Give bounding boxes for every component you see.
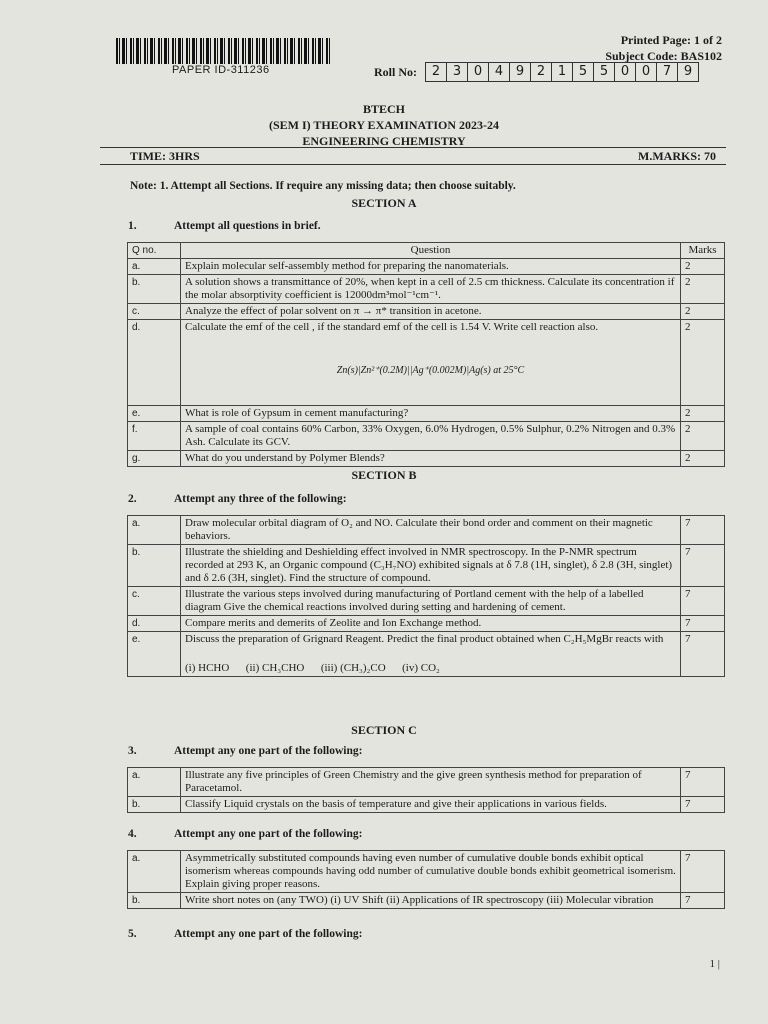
question-label: d. (128, 320, 181, 406)
question-label: g. (128, 451, 181, 467)
question-marks: 7 (681, 797, 725, 813)
table-row (128, 797, 725, 813)
question-label: c. (128, 304, 181, 320)
section-c-q3-table (127, 767, 725, 813)
roll-digit: 2 (426, 63, 447, 81)
question-label: d. (128, 616, 181, 632)
question-marks: 7 (681, 851, 725, 893)
question-text: What do you understand by Polymer Blends? (181, 451, 681, 467)
question-text: A sample of coal contains 60% Carbon, 33% Oxygen, 6.0% Hydrogen, 0.5% Sulphur, 0.2% Nitrogen and 0.3% Ash. Calculate its GCV. (181, 422, 681, 451)
question-number: 1. (128, 220, 137, 232)
table-row (128, 768, 725, 797)
question-marks: 2 (681, 406, 725, 422)
divider (100, 147, 726, 148)
question-label: a. (128, 259, 181, 275)
question-label: b. (128, 893, 181, 909)
roll-digit: 7 (657, 63, 678, 81)
max-marks: M.MARKS: 70 (638, 149, 716, 163)
question-instruction: Attempt any three of the following: (174, 493, 347, 505)
table-row (128, 632, 725, 677)
roll-digit: 0 (468, 63, 489, 81)
question-text: Discuss the preparation of Grignard Reagent. Predict the final product obtained when C₂H₅MgBr reacts with (185, 633, 664, 645)
roll-digit: 4 (489, 63, 510, 81)
question-label: b. (128, 275, 181, 304)
question-label: a. (128, 851, 181, 893)
question-label: e. (128, 406, 181, 422)
section-b-table (127, 515, 725, 677)
cell-formula: Zn(s)|Zn²⁺(0.2M)||Ag⁺(0.002M)|Ag(s) at 25°C (336, 365, 525, 376)
question-cell (181, 632, 681, 677)
roll-digit: 0 (615, 63, 636, 81)
table-row (128, 259, 725, 275)
question-marks: 2 (681, 259, 725, 275)
question-number: 5. (128, 928, 137, 940)
question-text: Asymmetrically substituted compounds having even number of cumulative double bonds exhibit optical isomerism whereas compounds having odd number of cumulative double bonds exhibit geometrical isomerism. Explain giving proper reasons. (181, 851, 681, 893)
table-row (128, 304, 725, 320)
question-label: a. (128, 516, 181, 545)
question-marks: 2 (681, 275, 725, 304)
header-question: Question (181, 243, 681, 259)
exam-title: (SEM I) THEORY EXAMINATION 2023-24 (268, 118, 500, 132)
question-marks: 7 (681, 516, 725, 545)
section-b-title: SECTION B (351, 468, 417, 482)
question-marks: 2 (681, 320, 725, 406)
question-label: f. (128, 422, 181, 451)
header-qno: Q no. (128, 243, 181, 259)
page-number: 1 | (709, 958, 720, 970)
question-marks: 2 (681, 422, 725, 451)
question-text: A solution shows a transmittance of 20%, when kept in a cell of 2.5 cm thickness. Calculate its concentration if the molar absorptivity coefficient is 12000dm³mol⁻¹cm⁻¹. (181, 275, 681, 304)
table-row (128, 451, 725, 467)
paper-id: PAPER ID-311236 (172, 64, 270, 76)
table-row (128, 851, 725, 893)
question-number: 4. (128, 828, 137, 840)
subject-title: ENGINEERING CHEMISTRY (302, 134, 466, 148)
roll-digit: 2 (531, 63, 552, 81)
question-label: e. (128, 632, 181, 677)
question-cell (181, 320, 681, 406)
question-text: Explain molecular self-assembly method for preparing the nanomaterials. (181, 259, 681, 275)
table-row (128, 616, 725, 632)
barcode-image (116, 38, 332, 64)
table-row (128, 545, 725, 587)
exam-time: TIME: 3HRS (130, 149, 200, 163)
question-label: b. (128, 545, 181, 587)
table-row (128, 320, 725, 406)
question-number: 2. (128, 493, 137, 505)
question-text: Classify Liquid crystals on the basis of temperature and give their applications in various fields. (181, 797, 681, 813)
question-marks: 7 (681, 632, 725, 677)
roll-digit: 9 (510, 63, 531, 81)
question-marks: 7 (681, 587, 725, 616)
roll-digit: 5 (594, 63, 615, 81)
program-title: BTECH (362, 102, 405, 116)
question-text: Illustrate any five principles of Green Chemistry and the give green synthesis method for preparation of Paracetamol. (181, 768, 681, 797)
question-label: c. (128, 587, 181, 616)
table-row (128, 422, 725, 451)
roll-label: Roll No: (374, 64, 417, 79)
question-text: Illustrate the shielding and Deshielding effect involved in NMR spectroscopy. In the P-NMR spectrum recorded at 293 K, an Organic compound (C₃H₇NO) exhibited signals at δ 7.8 (1H, singlet), δ 2.8 (3H, singlet) and δ 2.6 (3H, singlet). Find the structure of compound. (181, 545, 681, 587)
question-text: Write short notes on (any TWO) (i) UV Shift (ii) Applications of IR spectroscopy (iii) Molecular vibration (181, 893, 681, 909)
table-row (128, 516, 725, 545)
header-marks: Marks (681, 243, 725, 259)
divider (100, 164, 726, 165)
section-a-table (127, 242, 725, 467)
question-number: 3. (128, 745, 137, 757)
page-info (605, 32, 722, 64)
table-row (128, 275, 725, 304)
question-text: Illustrate the various steps involved during manufacturing of Portland cement with the help of a labelled diagram Give the chemical reactions involved during setting and hardening of cement. (181, 587, 681, 616)
question-marks: 7 (681, 893, 725, 909)
question-text: Analyze the effect of polar solvent on π → π* transition in acetone. (181, 304, 681, 320)
question-instruction: Attempt any one part of the following: (174, 745, 363, 757)
table-header-row (128, 243, 725, 259)
roll-digit: 5 (573, 63, 594, 81)
note: Note: 1. Attempt all Sections. If require any missing data; then choose suitably. (130, 180, 516, 192)
roll-digit: 3 (447, 63, 468, 81)
question-label: b. (128, 797, 181, 813)
question-instruction: Attempt any one part of the following: (174, 828, 363, 840)
question-text: Compare merits and demerits of Zeolite and Ion Exchange method. (181, 616, 681, 632)
question-text: Calculate the emf of the cell , if the standard emf of the cell is 1.54 V. Write cell reaction also. (185, 321, 599, 333)
table-row (128, 587, 725, 616)
section-c-q4-table (127, 850, 725, 909)
question-marks: 7 (681, 545, 725, 587)
question-marks: 2 (681, 451, 725, 467)
question-marks: 2 (681, 304, 725, 320)
subject-code: Subject Code: BAS102 (605, 49, 722, 63)
question-marks: 7 (681, 616, 725, 632)
question-instruction: Attempt all questions in brief. (174, 220, 321, 232)
roll-number-row (374, 62, 699, 82)
question-label: a. (128, 768, 181, 797)
question-instruction: Attempt any one part of the following: (174, 928, 363, 940)
table-row (128, 406, 725, 422)
roll-digit: 1 (552, 63, 573, 81)
roll-digit: 9 (683, 64, 693, 79)
question-text: Draw molecular orbital diagram of O₂ and NO. Calculate their bond order and comment on their magnetic behaviors. (181, 516, 681, 545)
question-text: What is role of Gypsum in cement manufacturing? (181, 406, 681, 422)
roll-digit: 0 (636, 63, 657, 81)
question-options: (i) HCHO (ii) CH₃CHO (iii) (CH₃)₂CO (iv) CO₂ (185, 662, 440, 674)
roll-number-boxes (425, 62, 699, 82)
table-row (128, 893, 725, 909)
section-c-title: SECTION C (351, 723, 417, 737)
question-marks: 7 (681, 768, 725, 797)
section-a-title: SECTION A (351, 196, 417, 210)
printed-page: Printed Page: 1 of 2 (620, 33, 722, 47)
